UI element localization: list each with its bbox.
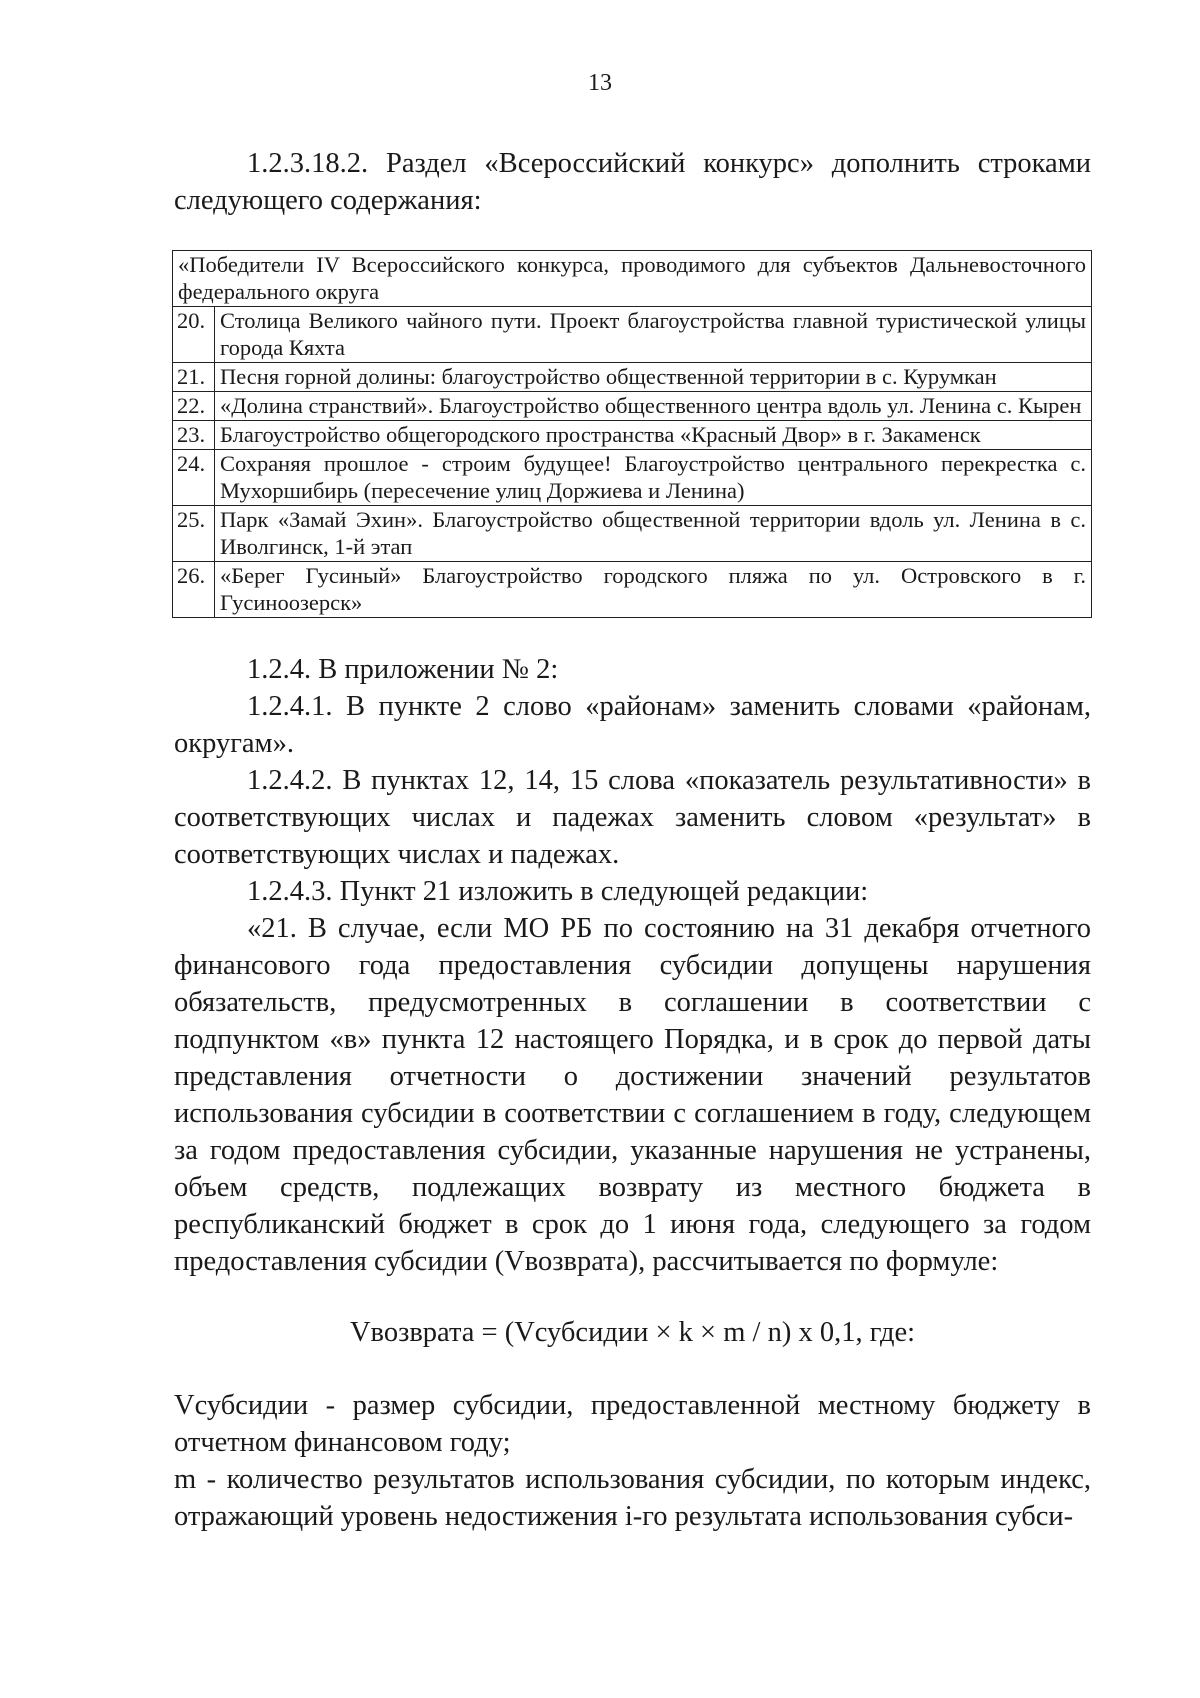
row-number: 20.: [173, 307, 215, 363]
paragraph-1-2-4-3: 1.2.4.3. Пункт 21 изложить в следующей редакции:: [247, 876, 869, 907]
document-body: [174, 145, 1091, 1535]
row-text: Парк «Замай Эхин». Благоустройство общественной территории вдоль ул. Ленина в с. Иволгинск, 1-й этап: [215, 506, 1092, 562]
table-row: [173, 450, 1092, 506]
table-row: [173, 562, 1092, 618]
row-text: Благоустройство общегородского пространства «Красный Двор» в г. Закаменск: [215, 421, 1092, 450]
paragraph-1-2-4: 1.2.4. В приложении № 2:: [247, 654, 559, 685]
table-row: [173, 392, 1092, 421]
table-row: [173, 307, 1092, 363]
row-text: «Долина странствий». Благоустройство общественного центра вдоль ул. Ленина с. Кырен: [215, 392, 1092, 421]
paragraph-21: «21. В случае, если МО РБ по состоянию на 31 декабря отчетного финансового года предоставления субсидии допущены нарушения обязательств, предусмотренных в соглашении в соответствии с подпунктом «в» пункта 12 настоящего Порядка, и в срок до первой даты представления отчетности о достижении значений результатов использования субсидии в соответствии с соглашением в году, следующем за годом предоставления субсидии, указанные нарушения не устранены, объем средств, подлежащих возврату из местного бюджета в республиканский бюджет в срок до 1 июня года, следующего за годом предоставления субсидии (Vвозврата), рассчитывается по формуле:: [174, 913, 1091, 1277]
row-text: Песня горной долины: благоустройство общественной территории в с. Курумкан: [215, 363, 1092, 392]
row-number: 24.: [173, 450, 215, 506]
table-row: [173, 421, 1092, 450]
table-header-row: [173, 251, 1092, 307]
table-row: [173, 506, 1092, 562]
formula: Vвозврата = (Vсубсидии × k × m / n) x 0,1, где:: [349, 1317, 916, 1348]
definition-m: m - количество результатов использования субсидии, по которым индекс, отражающий уровень недостижения i-го результата использования субси-: [174, 1464, 1091, 1532]
row-text: Столица Великого чайного пути. Проект благоустройства главной туристической улицы города Кяхта: [215, 307, 1092, 363]
row-number: 21.: [173, 363, 215, 392]
table-row: [173, 363, 1092, 392]
row-number: 25.: [173, 506, 215, 562]
intro-paragraph: 1.2.3.18.2. Раздел «Всероссийский конкурс» дополнить строками следующего содержания:: [174, 148, 1091, 216]
table-header-cell: «Победители IV Всероссийского конкурса, проводимого для субъектов Дальневосточного федерального округа: [173, 251, 1092, 307]
page-number: 13: [588, 70, 612, 96]
contest-table: [172, 250, 1092, 618]
row-number: 26.: [173, 562, 215, 618]
paragraph-1-2-4-1: 1.2.4.1. В пункте 2 слово «районам» заменить словами «районам, округам».: [174, 691, 1091, 759]
row-number: 22.: [173, 392, 215, 421]
row-text: «Берег Гусиный» Благоустройство городского пляжа по ул. Островского в г. Гусиноозерск»: [215, 562, 1092, 618]
definition-vsubsidii: Vсубсидии - размер субсидии, предоставленной местному бюджету в отчетном финансовом году;: [174, 1390, 1091, 1458]
row-text: Сохраняя прошлое - строим будущее! Благоустройство центрального перекрестка с. Мухоршибирь (пересечение улиц Доржиева и Ленина): [215, 450, 1092, 506]
row-number: 23.: [173, 421, 215, 450]
paragraph-1-2-4-2: 1.2.4.2. В пунктах 12, 14, 15 слова «показатель результативности» в соответствующих числах и падежах заменить словом «результат» в соответствующих числах и падежах.: [174, 765, 1091, 870]
